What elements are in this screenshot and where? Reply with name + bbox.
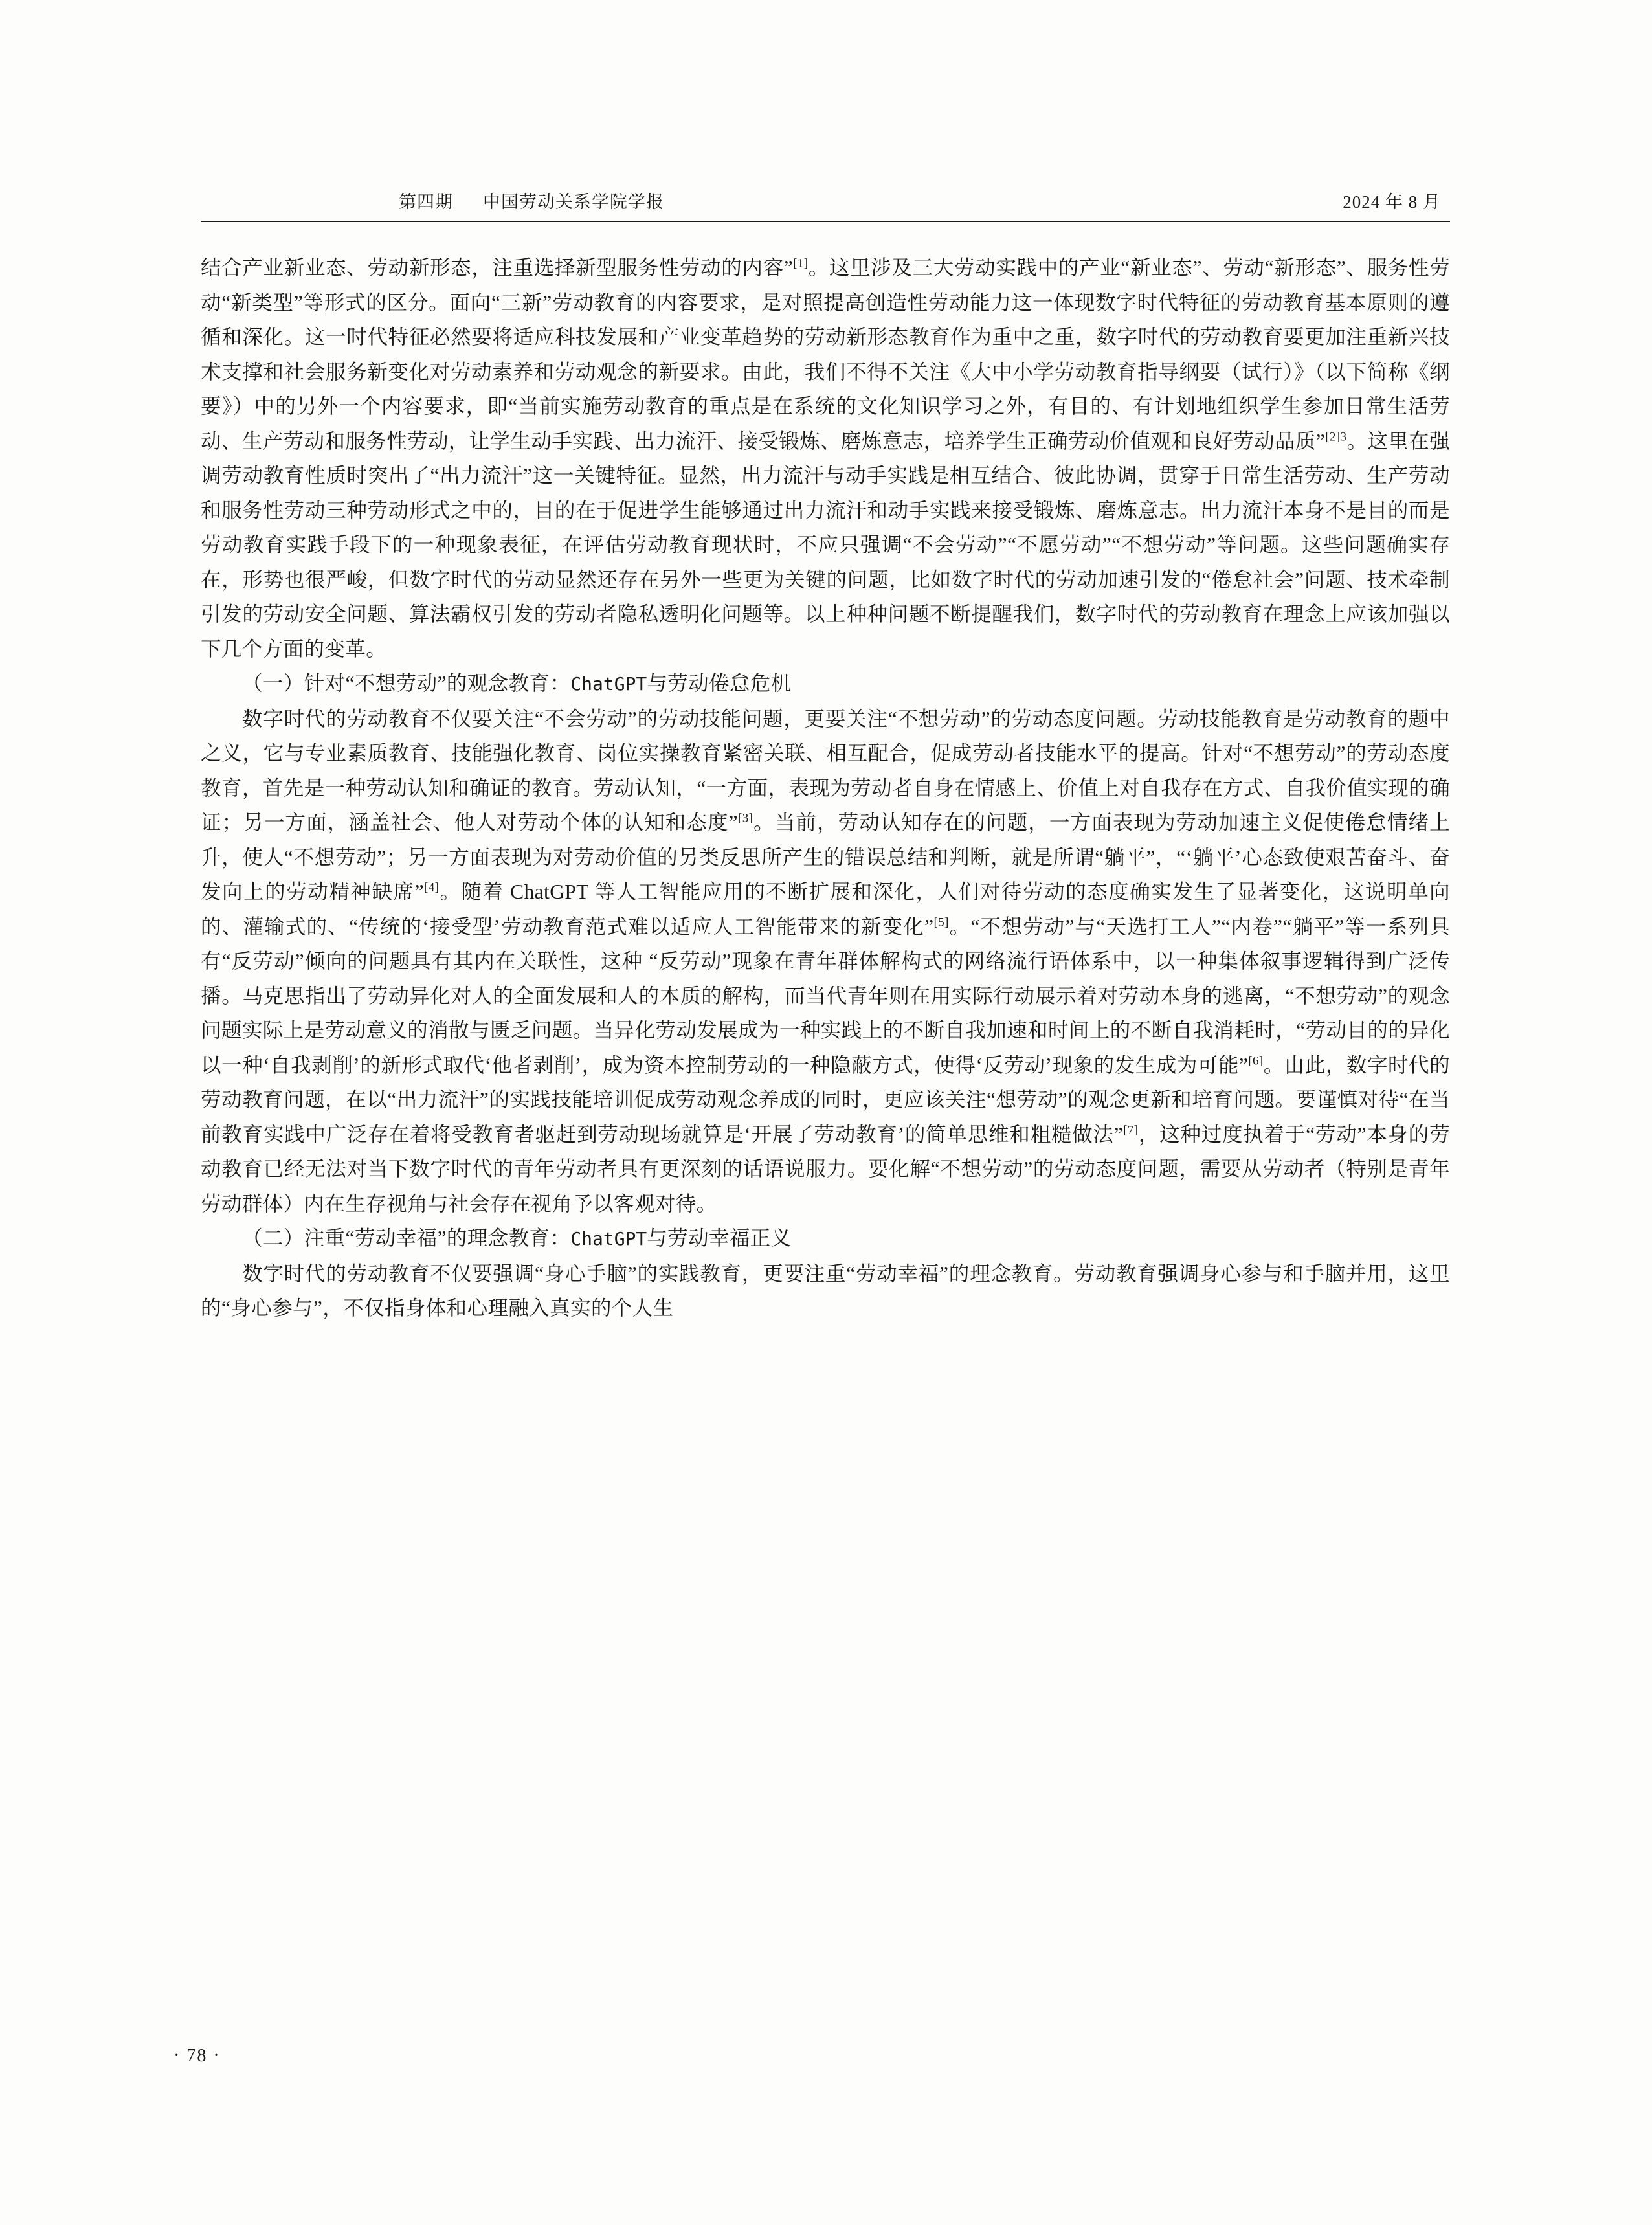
paragraph-2 <box>201 702 1450 1222</box>
issue-date: 2024 年 8 月 <box>1343 192 1441 212</box>
header-rule <box>201 221 1450 222</box>
citation-ref-6: [6] <box>1248 1054 1264 1068</box>
citation-ref-3: [3] <box>738 811 753 825</box>
p2-part3: 。随着 ChatGPT 等人工智能应用的不断扩展和深化，人们对待劳动的态度确实发生了显著变化，这说明单向的、灌输式的、“传统的‘接受型’劳动教育范式难以适应人工智能带来的新变化” <box>201 880 1450 938</box>
heading-1-latin: ChatGPT <box>570 673 647 695</box>
running-head <box>201 188 1450 221</box>
heading-2-latin: ChatGPT <box>570 1228 647 1249</box>
citation-ref-5: [5] <box>933 915 949 929</box>
heading-2-prefix: （二）注重“劳动幸福”的理念教育： <box>242 1227 571 1249</box>
section-heading-2 <box>201 1221 1450 1257</box>
journal-name: 中国劳动关系学院学报 <box>483 192 664 212</box>
heading-1-suffix: 与劳动倦怠危机 <box>647 672 792 695</box>
p2-part2: 。当前，劳动认知存在的问题，一方面表现为劳动加速主义促使倦怠情绪上升，使人“不想劳动”；另一方面表现为对劳动价值的另类反思所产生的错误总结和判断，就是所谓“躺平”，“‘躺平’心态致使艰苦奋斗、奋发向上的劳动精神缺席” <box>201 811 1450 903</box>
p2-part4: 。“不想劳动”与“天选打工人”“内卷”“躺平”等一系列具有“反劳动”倾向的问题具有其内在关联性，这种 “反劳动”现象在青年群体解构式的网络流行语体系中，以一种集体叙事逻辑得到广泛传播。马克思指出了劳动异化对人的全面发展和人的本质的解构，而当代青年则在用实际行动展示着对劳动本身的逃离，“不想劳动”的观念问题实际上是劳动意义的消散与匮乏问题。当异化劳动发展成为一种实践上的不断自我加速和时间上的不断自我消耗时，“劳动目的的异化以一种‘自我剥削’的新形式取代‘他者剥削’，成为资本控制劳动的一种隐蔽方式，使得‘反劳动’现象的发生成为可能” <box>201 915 1450 1077</box>
p1-part3: 。这里在强调劳动教育性质时突出了“出力流汗”这一关键特征。显然，出力流汗与动手实践是相互结合、彼此协调，贯穿于日常生活劳动、生产劳动和服务性劳动三种劳动形式之中的，目的在于促进学生能够通过出力流汗和动手实践来接受锻炼、磨炼意志。出力流汗本身不是目的而是劳动教育实践手段下的一种现象表征，在评估劳动教育现状时，不应只强调“不会劳动”“不愿劳动”“不想劳动”等问题。这些问题确实存在，形势也很严峻，但数字时代的劳动显然还存在另外一些更为关键的问题，比如数字时代的劳动加速引发的“倦怠社会”问题、技术牵制引发的劳动安全问题、算法霸权引发的劳动者隐私透明化问题等。以上种种问题不断提醒我们，数字时代的劳动教育在理念上应该加强以下几个方面的变革。 <box>201 429 1450 660</box>
p2-part6: ，这种过度执着于“劳动”本身的劳动教育已经无法对当下数字时代的青年劳动者具有更深刻的话语说服力。要化解“不想劳动”的劳动态度问题，需要从劳动者（特别是青年劳动群体）内在生存视角与社会存在视角予以客观对待。 <box>201 1123 1450 1215</box>
p2-part5: 。由此，数字时代的劳动教育问题，在以“出力流汗”的实践技能培训促成劳动观念养成的同时，更应该关注“想劳动”的观念更新和培育问题。要谨慎对待“在当前教育实践中广泛存在着将受教育者驱赶到劳动现场就算是‘开展了劳动教育’的简单思维和粗糙做法” <box>201 1053 1450 1146</box>
citation-ref-2: [2]3 <box>1325 430 1347 443</box>
p1-part1: 结合产业新业态、劳动新形态，注重选择新型服务性劳动的内容” <box>201 256 794 279</box>
citation-ref-4: [4] <box>423 880 440 895</box>
citation-ref-1: [1] <box>793 256 809 271</box>
heading-1-prefix: （一）针对“不想劳动”的观念教育： <box>242 672 571 695</box>
section-heading-1 <box>201 666 1450 702</box>
page-content <box>201 188 1450 1326</box>
p2-part1: 数字时代的劳动教育不仅要关注“不会劳动”的劳动技能问题，更要关注“不想劳动”的劳动态度问题。劳动技能教育是劳动教育的题中之义，它与专业素质教育、技能强化教育、岗位实操教育紧密关联、相互配合，促成劳动者技能水平的提高。针对“不想劳动”的劳动态度教育，首先是一种劳动认知和确证的教育。劳动认知，“一方面，表现为劳动者自身在情感上、价值上对自我存在方式、自我价值实现的确证；另一方面，涵盖社会、他人对劳动个体的认知和态度” <box>201 707 1450 834</box>
page-number: · 78 · <box>173 2046 221 2066</box>
heading-2-suffix: 与劳动幸福正义 <box>647 1227 792 1249</box>
issue-label: 第四期 <box>399 192 453 212</box>
paragraph-1 <box>201 251 1450 666</box>
citation-ref-7: [7] <box>1123 1123 1139 1137</box>
paragraph-3: 数字时代的劳动教育不仅要强调“身心手脑”的实践教育，更要注重“劳动幸福”的理念教育。劳动教育强调身心参与和手脑并用，这里的“身心参与”，不仅指身体和心理融入真实的个人生 <box>201 1262 1450 1319</box>
running-head-left <box>399 188 664 213</box>
p1-part2: 。这里涉及三大劳动实践中的产业“新业态”、劳动“新形态”、服务性劳动“新类型”等形式的区分。面向“三新”劳动教育的内容要求，是对照提高创造性劳动能力这一体现数字时代特征的劳动教育基本原则的遵循和深化。这一时代特征必然要将适应科技发展和产业变革趋势的劳动新形态教育作为重中之重，数字时代的劳动教育要更加注重新兴技术支撑和社会服务新变化对劳动素养和劳动观念的新要求。由此，我们不得不关注《大中小学劳动教育指导纲要（试行）》（以下简称《纲要》）中的另外一个内容要求，即“当前实施劳动教育的重点是在系统的文化知识学习之外，有目的、有计划地组织学生参加日常生活劳动、生产劳动和服务性劳动，让学生动手实践、出力流汗、接受锻炼、磨炼意志，培养学生正确劳动价值观和良好劳动品质” <box>201 256 1450 453</box>
